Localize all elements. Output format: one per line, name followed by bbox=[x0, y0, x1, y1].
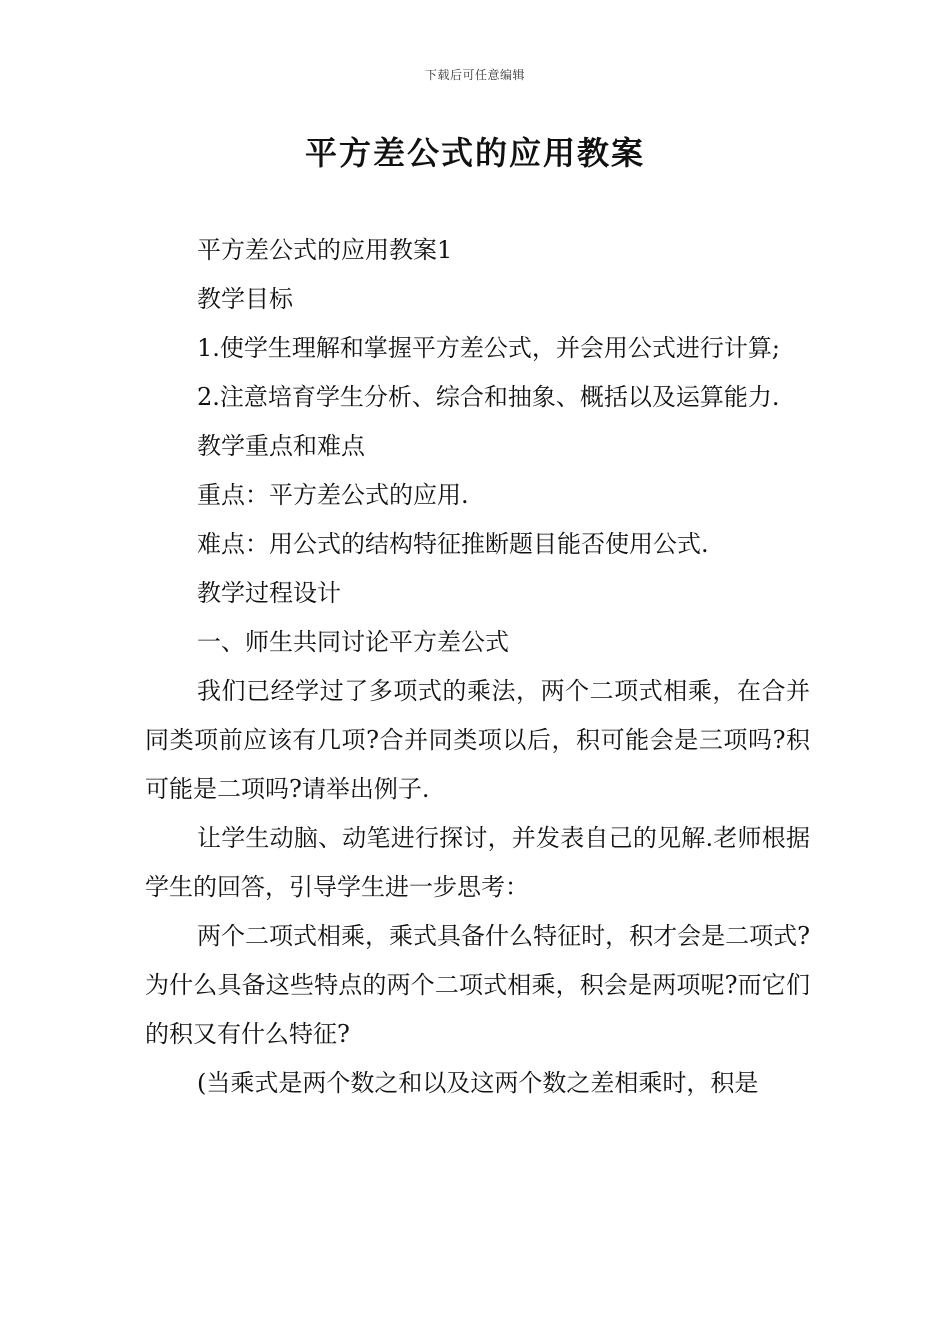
paragraph: 教学过程设计 bbox=[197, 579, 341, 607]
header-note: 下载后可任意编辑 bbox=[424, 68, 525, 82]
paragraph: 让学生动脑、动笔进行探讨，并发表自己的见解.老师根据学生的回答，引导学生进一步思考： bbox=[145, 824, 810, 901]
paragraph: 难点：用公式的结构特征推断题目能否使用公式. bbox=[197, 530, 709, 558]
paragraph: 教学目标 bbox=[197, 285, 293, 313]
paragraph: 平方差公式的应用教案1 bbox=[197, 236, 453, 264]
paragraph: 1.使学生理解和掌握平方差公式，并会用公式进行计算; bbox=[197, 334, 780, 362]
paragraph: (当乘式是两个数之和以及这两个数之差相乘时，积是 bbox=[197, 1069, 759, 1097]
paragraph: 2.注意培育学生分析、综合和抽象、概括以及运算能力. bbox=[197, 383, 780, 411]
document-title: 平方差公式的应用教案 bbox=[304, 134, 645, 172]
paragraph: 两个二项式相乘，乘式具备什么特征时，积才会是二项式?为什么具备这些特点的两个二项式相乘，积会是两项呢?而它们的积又有什么特征? bbox=[145, 922, 810, 1048]
paragraph: 我们已经学过了多项式的乘法，两个二项式相乘，在合并同类项前应该有几项?合并同类项以后，积可能会是三项吗?积可能是二项吗?请举出例子. bbox=[145, 677, 810, 803]
paragraph: 重点：平方差公式的应用. bbox=[197, 481, 469, 509]
paragraph: 一、师生共同讨论平方差公式 bbox=[197, 628, 509, 656]
paragraph: 教学重点和难点 bbox=[197, 432, 365, 460]
document-body bbox=[145, 226, 810, 1108]
